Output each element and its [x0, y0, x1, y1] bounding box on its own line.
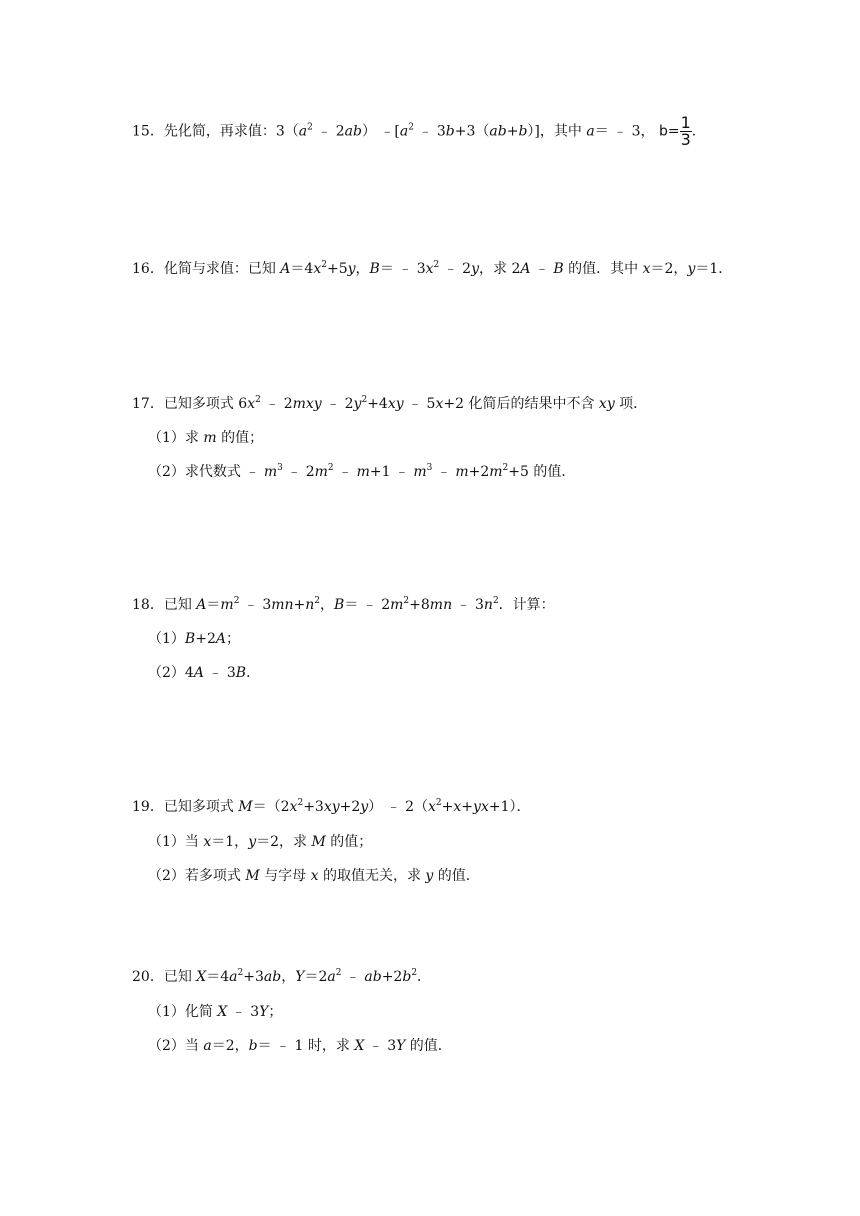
exponent: 2 [403, 596, 410, 606]
var: y [687, 261, 696, 277]
var: x [453, 799, 462, 815]
var: a [586, 123, 595, 140]
var: X [354, 1038, 365, 1054]
var: M [238, 799, 253, 815]
text: +2 化简后的结果中不含 [443, 396, 599, 412]
var: a [203, 1038, 212, 1054]
text: ＝1， [211, 834, 249, 850]
exponent: 2 [307, 122, 313, 133]
var: yx [473, 799, 489, 815]
var: x [428, 799, 436, 815]
var: A [196, 597, 207, 613]
fraction-denominator: 3 [680, 130, 691, 149]
var: Y [295, 969, 305, 985]
var: x [642, 261, 651, 277]
var: B [334, 597, 345, 613]
var: y [360, 799, 369, 815]
var: m [413, 464, 427, 480]
text: +1）． [488, 799, 531, 815]
question-number: 17． [132, 396, 164, 412]
question-number: 15． [132, 123, 164, 140]
var: xy [387, 396, 404, 412]
var: m [314, 464, 328, 480]
question-number: 18． [132, 597, 164, 613]
exponent: 2 [297, 798, 304, 808]
exponent: 2 [237, 968, 244, 978]
text: 的值． [405, 1038, 452, 1054]
question-20-part-2 [148, 1036, 452, 1056]
var: xy [323, 799, 340, 815]
text: ． [417, 969, 432, 985]
var: m [356, 464, 370, 480]
var: A [280, 261, 291, 277]
question-18-part-2 [148, 663, 260, 683]
text: （1）化简 [148, 1004, 218, 1020]
var: x [289, 799, 298, 815]
question-16-stem [132, 259, 732, 279]
fraction-numerator: 1 [680, 113, 691, 132]
exponent: 2 [492, 596, 499, 606]
exponent: 2 [408, 122, 414, 133]
var: ab [344, 123, 362, 140]
text: ．计算： [498, 597, 555, 613]
text: ＝2， [650, 261, 688, 277]
var: a [229, 969, 238, 985]
text: ， [320, 597, 335, 613]
text: + [441, 799, 454, 815]
text: ）]，其中 [527, 123, 587, 140]
question-15-stem [132, 115, 696, 148]
text: ﹣ 3 [227, 1004, 260, 1020]
exponent: 2 [255, 395, 261, 405]
question-18-stem [132, 595, 555, 615]
var: y [353, 396, 362, 412]
text: ﹣ 3 [364, 1038, 397, 1054]
text: ﹣ 3 [239, 597, 272, 613]
exponent: 2 [335, 968, 342, 978]
text: ； [268, 1004, 283, 1020]
var: mn [271, 597, 294, 613]
var: A [193, 665, 204, 681]
exponent: 3 [277, 463, 283, 473]
var: b [445, 123, 455, 140]
var: X [217, 1004, 228, 1020]
text: ＝（2 [252, 799, 290, 815]
var: M [245, 868, 260, 884]
text: ﹣ 2 [439, 261, 472, 277]
exponent: 2 [433, 260, 440, 270]
text: ，求 2 [479, 261, 521, 277]
var: m [263, 464, 278, 480]
var: y [347, 261, 356, 277]
text: 已知 [163, 969, 197, 985]
var: mxy [292, 396, 322, 412]
text: ， [281, 969, 296, 985]
text: 的取值无关，求 [318, 868, 426, 884]
text: ﹣ 2 [260, 396, 293, 412]
text: ﹣ 2 [312, 123, 345, 140]
var: xy [598, 396, 615, 412]
question-20-part-1 [148, 1002, 282, 1022]
text: （2）当 [148, 1038, 204, 1054]
var: n [305, 597, 315, 613]
exponent: 2 [411, 968, 418, 978]
var: m [390, 597, 404, 613]
var: A [215, 631, 226, 647]
question-17-part-2 [148, 462, 575, 482]
var: Y [396, 1038, 406, 1054]
text: + [506, 123, 519, 140]
text: +3（ [454, 123, 490, 140]
text: +3 [243, 969, 264, 985]
exponent: 2 [233, 596, 240, 606]
text: （2）求代数式 ﹣ [148, 464, 264, 480]
question-number: 16． [132, 261, 164, 277]
exponent: 2 [502, 463, 509, 473]
text: +1 ﹣ [369, 464, 414, 480]
var: x [313, 261, 322, 277]
var: m [203, 430, 217, 446]
question-17-stem [132, 394, 647, 414]
text: 的值．其中 [563, 261, 643, 277]
var: B [235, 665, 247, 681]
var: ab [364, 969, 382, 985]
var: b [248, 1038, 258, 1054]
exponent: 2 [314, 596, 321, 606]
text: ＝2 [304, 969, 328, 985]
text: 已知多项式 6 [163, 396, 248, 412]
text: （1）当 [148, 834, 204, 850]
question-18-part-1 [148, 629, 240, 649]
text: + [461, 799, 474, 815]
var: x [435, 396, 444, 412]
question-number: 19． [132, 799, 164, 815]
text: （1） [148, 631, 185, 647]
var: b [518, 123, 528, 140]
var: y [425, 868, 434, 884]
var: y [248, 834, 257, 850]
var: B [369, 261, 380, 277]
text: ＝ ﹣ 2 [344, 597, 391, 613]
text: ＝2，求 [256, 834, 312, 850]
question-19-stem [132, 797, 530, 817]
exponent: 3 [426, 463, 433, 473]
text: 已知多项式 [163, 799, 239, 815]
text: +5 [326, 261, 348, 277]
var: B [184, 631, 196, 647]
var: a [399, 123, 409, 140]
var: M [311, 834, 326, 850]
var: Y [259, 1004, 269, 1020]
text: 与字母 [259, 868, 311, 884]
exponent: 2 [361, 395, 368, 405]
var: X [196, 969, 207, 985]
var: m [220, 597, 234, 613]
var: x [203, 834, 212, 850]
exponent: 2 [327, 463, 334, 473]
var: a [327, 969, 336, 985]
fraction-one-third [659, 115, 692, 148]
text: 的值； [325, 834, 373, 850]
text: +4 [367, 396, 388, 412]
text: ＝2， [211, 1038, 249, 1054]
text: ﹣ [333, 464, 357, 480]
text: 已知 [163, 597, 197, 613]
question-19-part-1 [148, 832, 372, 852]
text: +2 [468, 464, 490, 480]
text: ； [225, 631, 240, 647]
var: a [298, 123, 308, 140]
var: m [489, 464, 503, 480]
text: 的值； [216, 430, 264, 446]
var: x [247, 396, 256, 412]
text: （2）4 [148, 665, 194, 681]
text: ﹣ 2 [321, 396, 354, 412]
text: ＝1． [695, 261, 733, 277]
text: +8 [409, 597, 430, 613]
text: ， [355, 261, 370, 277]
var: b [402, 969, 412, 985]
question-17-part-1 [148, 428, 263, 448]
var: y [471, 261, 480, 277]
text: ﹣ 2 [282, 464, 315, 480]
text: ＝ ﹣ 3， [594, 123, 655, 140]
text: ． [246, 665, 261, 681]
text: 的值． [433, 868, 480, 884]
text: +5 的值． [508, 464, 576, 480]
var: mn [429, 597, 453, 613]
text: . [691, 123, 697, 140]
text: ＝ [206, 597, 221, 613]
text: 先化简，再求值：3（ [163, 123, 299, 140]
text: ﹣ [530, 261, 554, 277]
text: 项． [614, 396, 648, 412]
var: x [425, 261, 434, 277]
var: n [483, 597, 493, 613]
text: + [293, 597, 306, 613]
text: ﹣ [432, 464, 456, 480]
text: +2 [339, 799, 361, 815]
exponent: 2 [435, 798, 442, 808]
question-number: 20． [132, 969, 164, 985]
text: ＝ ﹣ 1 时，求 [257, 1038, 355, 1054]
text: +3 [303, 799, 324, 815]
var: A [520, 261, 531, 277]
fraction-lhs: b= [658, 123, 680, 140]
text: ） ﹣[ [361, 123, 400, 140]
question-19-part-2 [148, 866, 480, 886]
var: x [310, 868, 319, 884]
var: B [553, 261, 564, 277]
text: ﹣ 3 [452, 597, 484, 613]
text: （2）若多项式 [148, 868, 246, 884]
text: 化简与求值：已知 [163, 261, 281, 277]
text: ） ﹣ 2（ [368, 799, 429, 815]
var: m [455, 464, 469, 480]
text: ﹣ 3 [413, 123, 446, 140]
exponent: 2 [321, 260, 327, 270]
text: +2 [195, 631, 216, 647]
text: ﹣ 3 [203, 665, 236, 681]
question-20-stem [132, 967, 431, 987]
text: ﹣ [341, 969, 365, 985]
text: ＝4 [290, 261, 314, 277]
text: （1）求 [148, 430, 204, 446]
text: ＝ ﹣ 3 [379, 261, 426, 277]
var: ab [263, 969, 282, 985]
text: ﹣ 5 [403, 396, 436, 412]
var: ab [489, 123, 507, 140]
text: ＝4 [206, 969, 230, 985]
text: +2 [381, 969, 403, 985]
